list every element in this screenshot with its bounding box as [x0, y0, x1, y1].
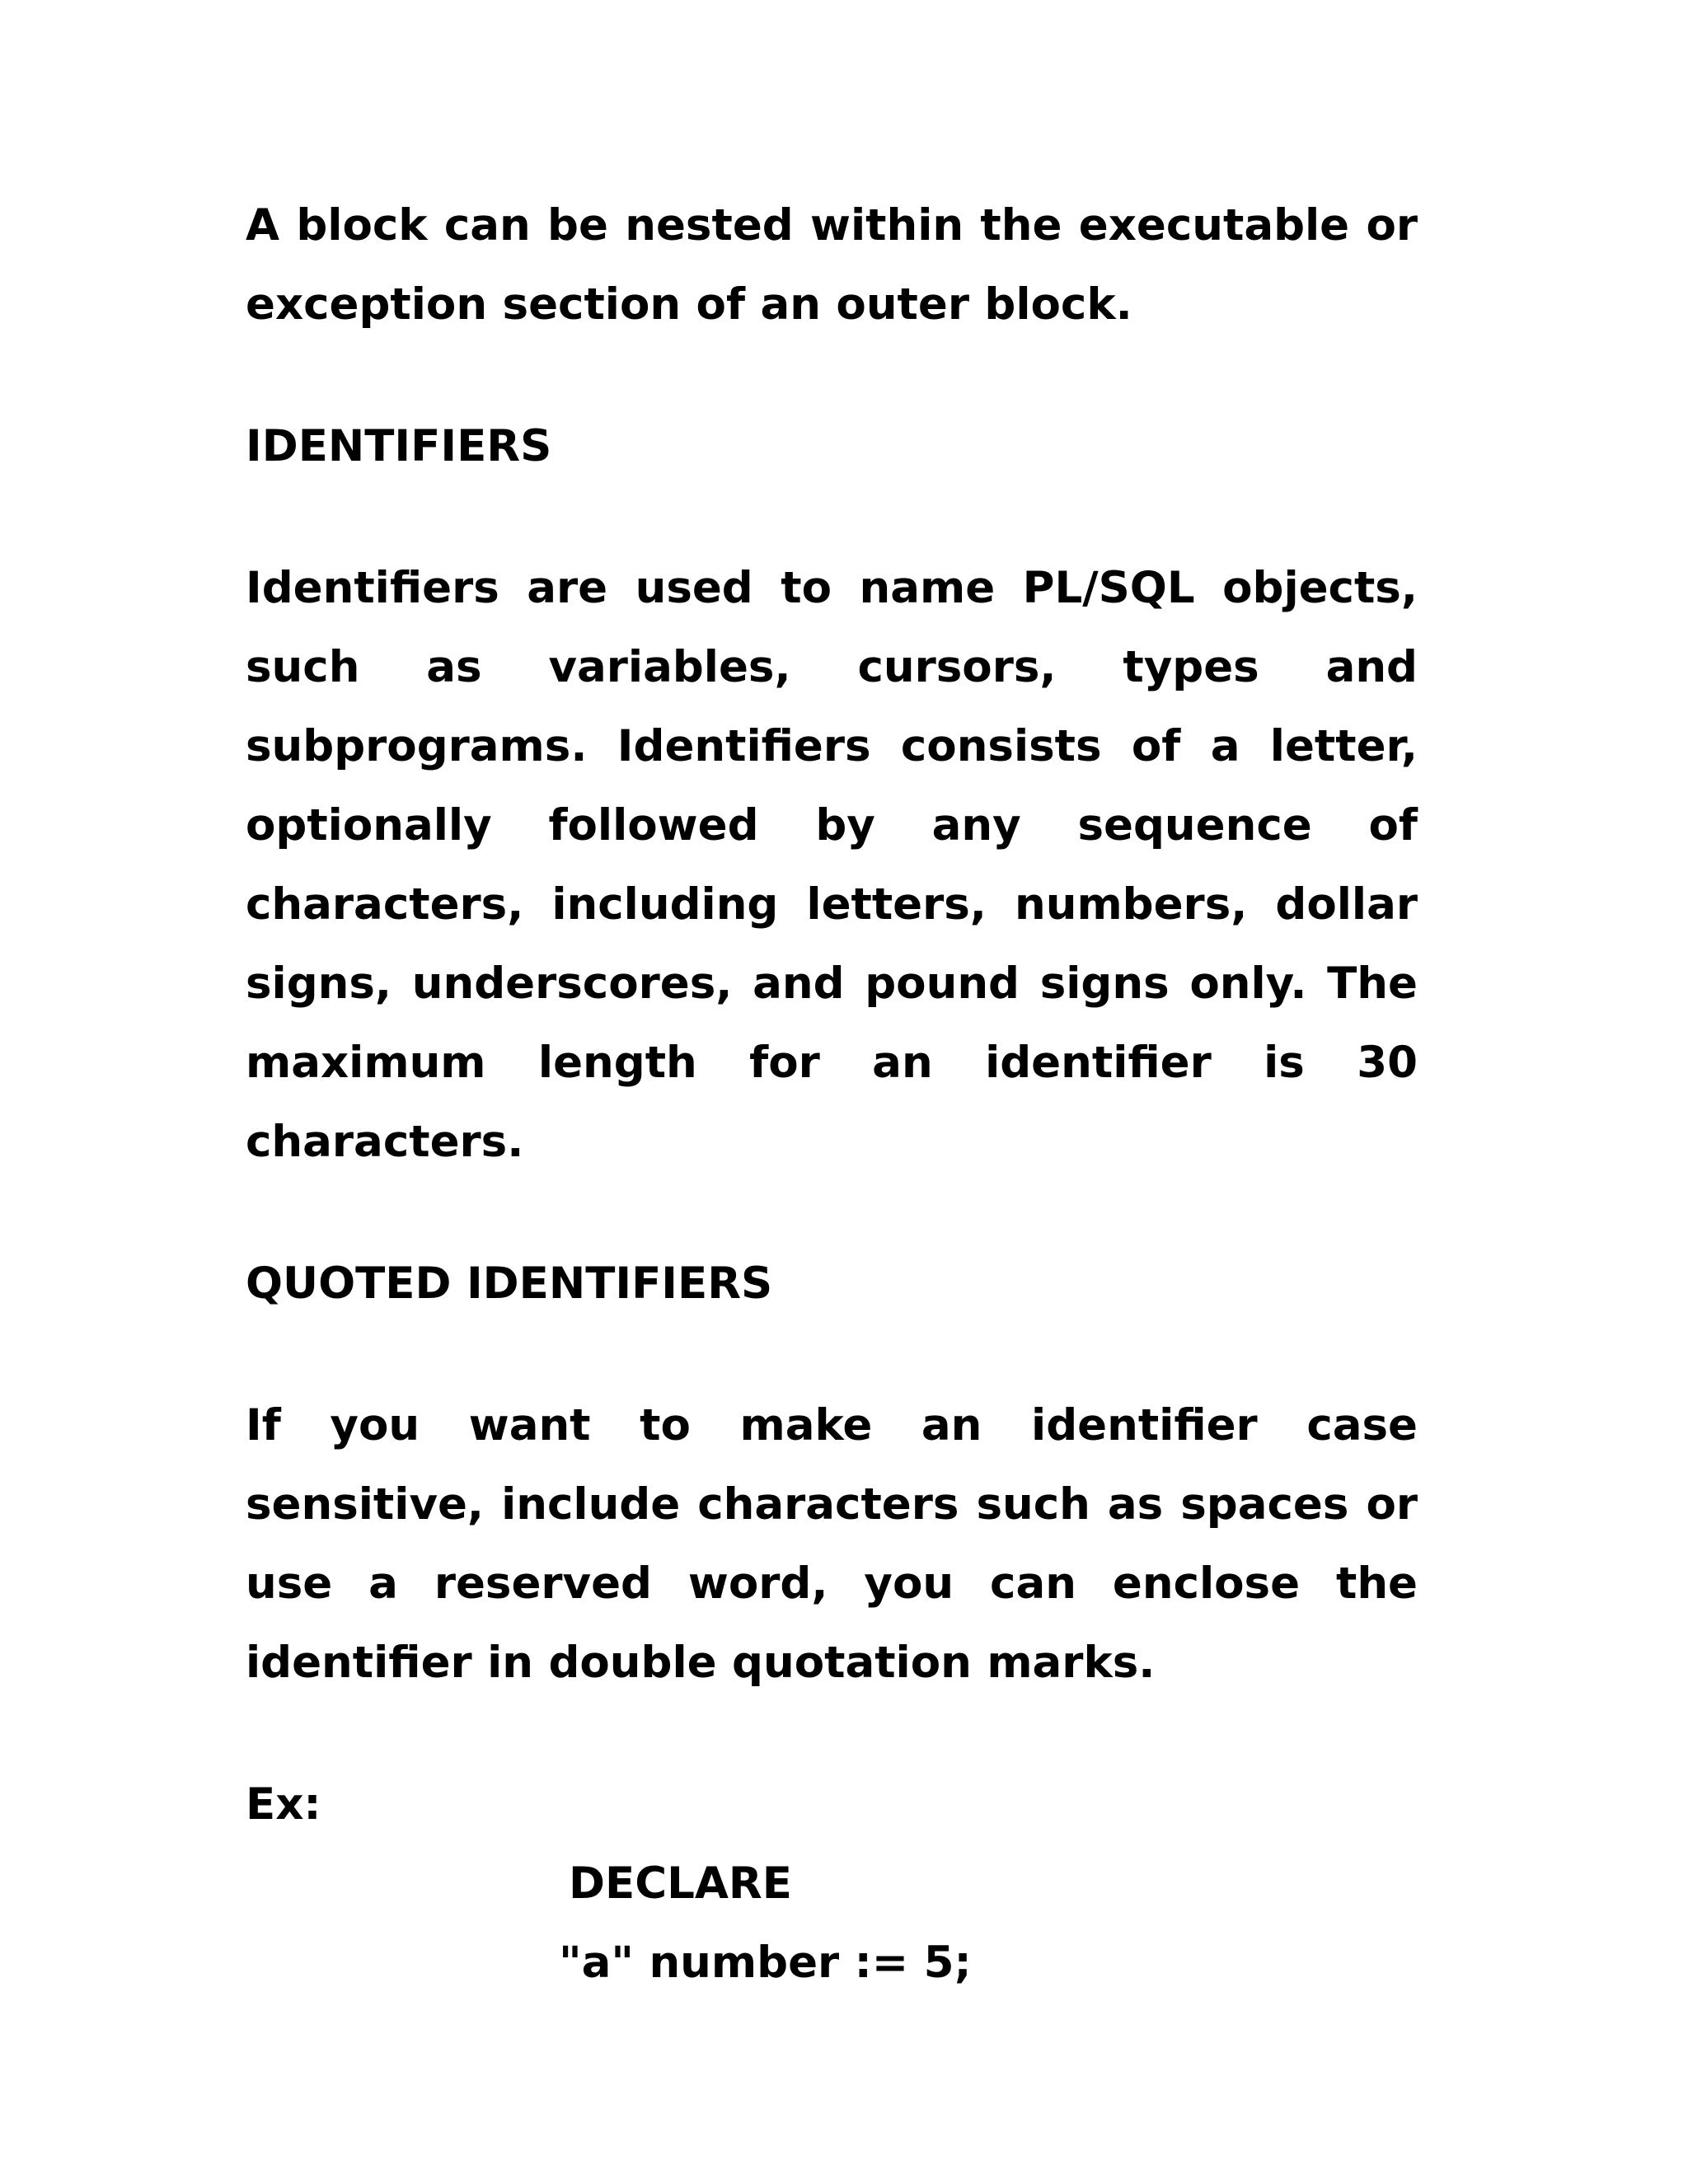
heading-identifiers: IDENTIFIERS [246, 421, 552, 471]
example-label: Ex: [246, 1779, 321, 1830]
code-line-variable: "a" number := 5; [559, 1938, 972, 1988]
spacer [246, 486, 1418, 549]
code-line-declare: DECLARE [569, 1858, 792, 1909]
paragraph-quoted-identifiers: If you want to make an identifier case sensitive, include characters such as spaces or use a reserved word, you can enclose the identifier in double quotation marks. [246, 1400, 1418, 1688]
heading-quoted-identifiers: QUOTED IDENTIFIERS [246, 1258, 773, 1309]
page-content [246, 186, 1418, 2003]
paragraph-identifiers: Identifiers are used to name PL/SQL objects, such as variables, cursors, types and subprograms. Identifiers consists of a letter, optionally followed by any sequence of characters, including letters, numbers, dollar signs, underscores, and pound signs only. The maximum length for an identifier is 30 characters. [246, 563, 1418, 1167]
spacer [246, 1182, 1418, 1244]
spacer [246, 1703, 1418, 1765]
paragraph-nested-block: A block can be nested within the executable or exception section of an outer block. [246, 200, 1418, 330]
spacer [246, 1324, 1418, 1386]
spacer [246, 344, 1418, 407]
